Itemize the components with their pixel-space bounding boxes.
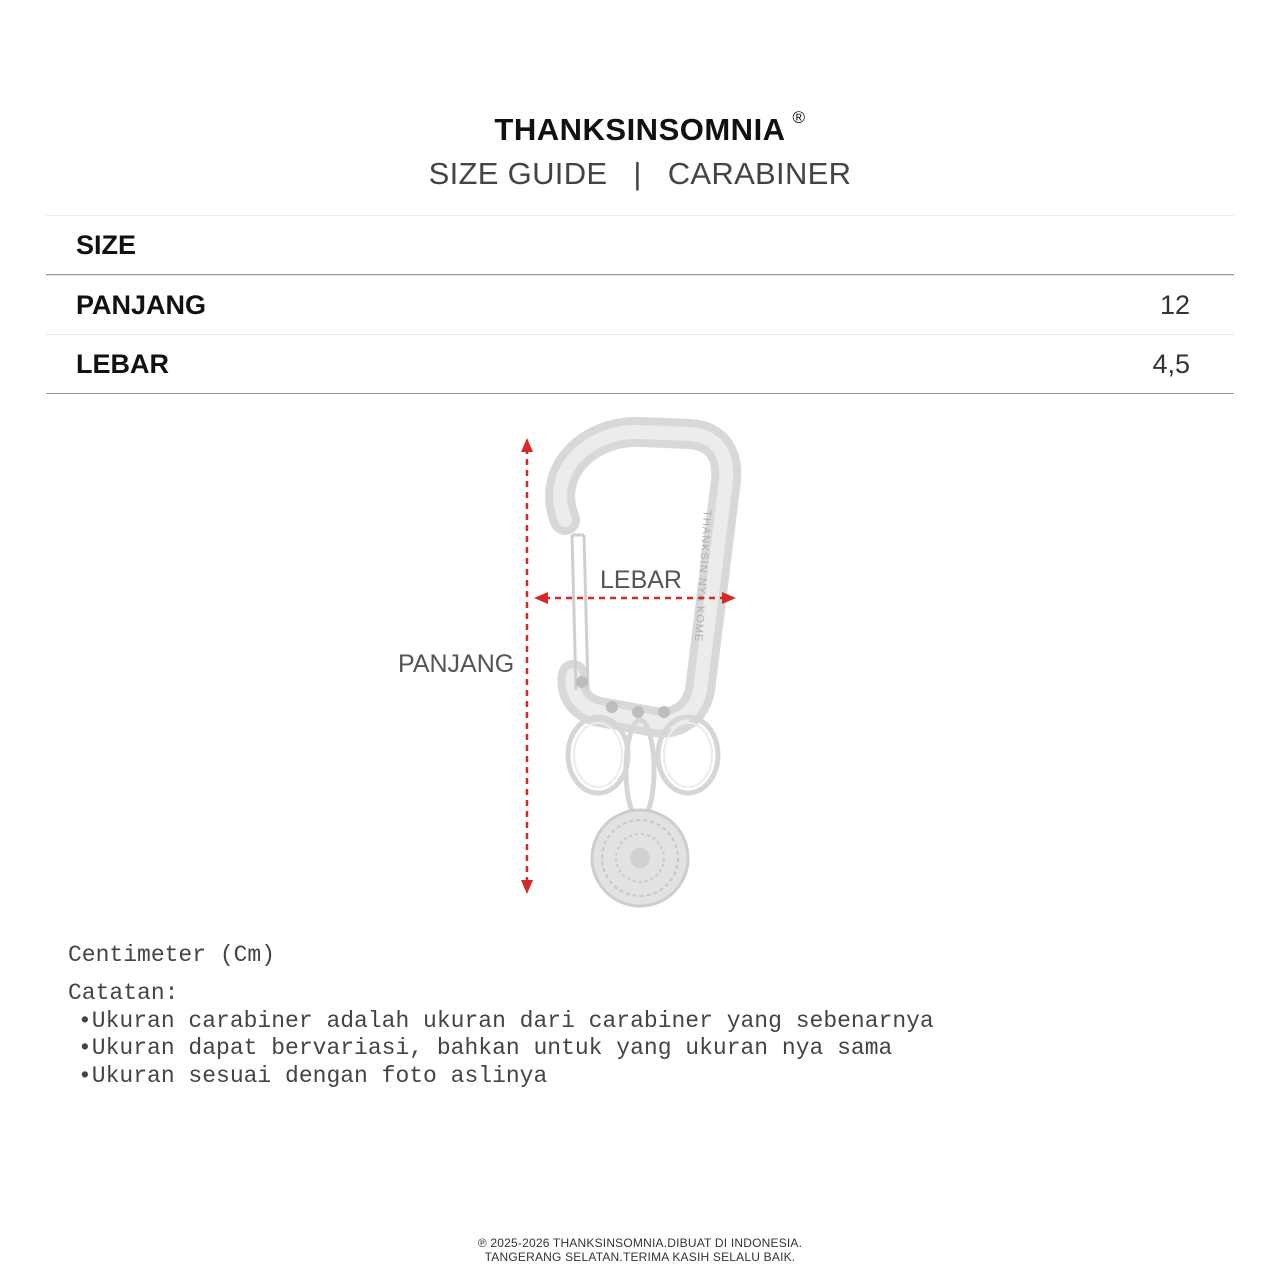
notes-section (68, 980, 934, 1090)
units-label: Centimeter (Cm) (68, 942, 276, 968)
subtitle-size-guide: SIZE GUIDE (428, 156, 608, 191)
brand-name: THANKSINSOMNIA (494, 112, 786, 147)
row-value: 4,5 (1152, 349, 1190, 379)
rivet (576, 676, 588, 688)
split-ring (574, 723, 622, 787)
split-ring (568, 717, 628, 793)
subtitle-separator: | (633, 156, 642, 191)
row-label: LEBAR (76, 349, 169, 379)
row-value: 12 (1159, 290, 1190, 320)
length-label: PANJANG (398, 650, 515, 678)
width-arrow-right (722, 592, 736, 604)
registered-mark: ® (792, 108, 806, 127)
footer (0, 1236, 1280, 1264)
footer-line-1: ℗ 2025-2026 THANKSINSOMNIA.DIBUAT DI INDONESIA. (477, 1236, 803, 1250)
length-arrow-top (521, 438, 533, 452)
row-label: PANJANG (76, 290, 207, 320)
carabiner-engraving: THANKSIN NYA KOME (691, 509, 713, 643)
subtitle-product: CARABINER (667, 156, 852, 191)
rivet (606, 701, 618, 713)
width-label: LEBAR (600, 566, 682, 594)
footer-line-2: TANGERANG SELATAN.TERIMA KASIH SELALU BAIK. (484, 1250, 796, 1264)
split-ring (626, 720, 654, 820)
rivet (632, 706, 644, 718)
width-arrow-left (534, 592, 548, 604)
size-header-label: SIZE (76, 230, 137, 260)
split-ring (664, 723, 712, 787)
notes-title: Catatan: (68, 980, 179, 1006)
note-item: •Ukuran carabiner adalah ukuran dari carabiner yang sebenarnya (78, 1007, 934, 1034)
rivet (658, 706, 670, 718)
note-item: •Ukuran dapat bervariasi, bahkan untuk yang ukuran nya sama (78, 1035, 893, 1061)
length-arrow-bottom (521, 880, 533, 894)
note-item: •Ukuran sesuai dengan foto aslinya (78, 1062, 548, 1089)
